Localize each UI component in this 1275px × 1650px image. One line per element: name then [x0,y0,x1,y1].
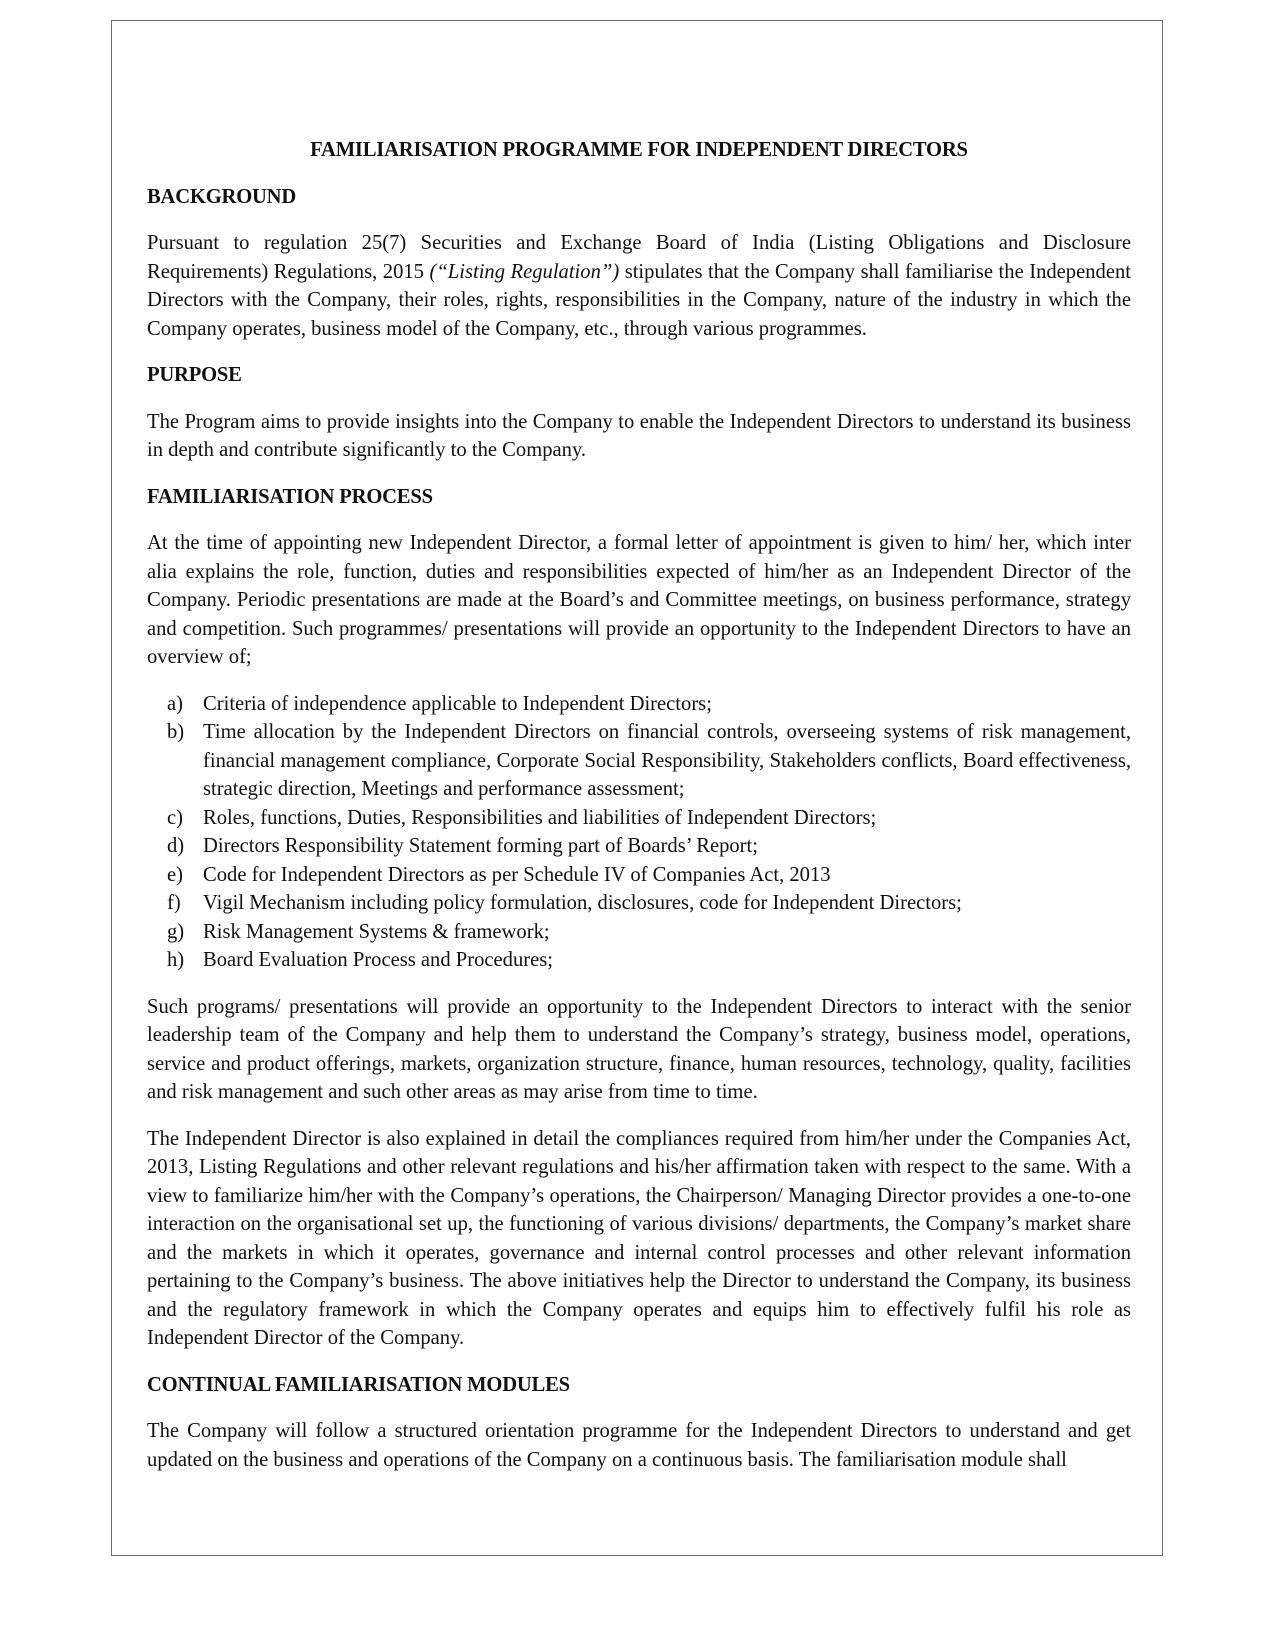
list-item-text: Vigil Mechanism including policy formulation, disclosures, code for Independent Directors; [203,892,962,914]
list-item [147,918,1131,947]
heading-purpose: PURPOSE [147,364,242,386]
process-intro-paragraph: At the time of appointing new Independent Director, a formal letter of appointment is given to him/ her, which inter alia explains the role, function, duties and responsibilities expected of him/her as an Independent Director of the Company. Periodic presentations are made at the Board’s and Committee meetings, on business performance, strategy and competition. Such programmes/ presentations will provide an opportunity to the Independent Directors to have an overview of; [147,532,1131,668]
list-item-marker: c) [167,806,183,829]
listing-regulation-term: (“Listing Regulation”) [429,260,620,283]
heading-familiarisation-process: FAMILIARISATION PROCESS [147,485,433,508]
background-text-end: stipulates that the Company shall familiarise the Independent Directors with the Company, their roles, rights, responsibilities in the Company, nature of the industry in which the Company operates, business model of the Company, etc., through various programmes. [147,260,1131,340]
background-text-start: Pursuant to regulation 25(7) Securities and Exchange Board of India (Listing Obligations and Disclosure Requirements) Regulations, 2015 [147,232,1131,283]
list-item-text: Criteria of independence applicable to Independent Directors; [203,692,712,715]
list-item-text: Code for Independent Directors as per Schedule IV of Companies Act, 2013 [203,863,831,886]
list-item [147,861,1131,890]
document-body [147,136,1131,1492]
list-item [147,718,1131,804]
list-item-text: Roles, functions, Duties, Responsibilities and liabilities of Independent Directors; [203,806,877,829]
list-item-marker: g) [167,920,185,943]
background-paragraph [147,229,1131,343]
overview-list [147,690,1131,975]
process-paragraph-2: Such programs/ presentations will provide an opportunity to the Independent Directors to interact with the senior leadership team of the Company and help them to understand the Company’s strategy, business model, operations, service and product offerings, markets, organization structure, finance, human resources, technology, quality, facilities and risk management and such other areas as may arise from time to time. [147,995,1131,1103]
list-item [147,889,1131,918]
list-item-marker: a) [167,692,183,715]
list-item-marker: b) [167,721,185,743]
page-frame [111,20,1163,1556]
list-item-marker: e) [167,863,183,886]
document-title: FAMILIARISATION PROGRAMME FOR INDEPENDENT DIRECTORS [310,139,968,161]
heading-continual-modules: CONTINUAL FAMILIARISATION MODULES [147,1373,570,1396]
list-item-marker: h) [167,949,185,971]
list-item [147,804,1131,833]
list-item-marker: d) [167,835,185,857]
modules-paragraph: The Company will follow a structured orientation programme for the Independent Directors to understand and get updated on the business and operations of the Company on a continuous basis. The familiarisation module shall [147,1420,1131,1471]
list-item [147,832,1131,861]
heading-background: BACKGROUND [147,185,297,208]
list-item-text: Board Evaluation Process and Procedures; [203,949,554,971]
purpose-paragraph: The Program aims to provide insights into the Company to enable the Independent Directors to understand its business in depth and contribute significantly to the Company. [147,410,1131,461]
list-item-text: Directors Responsibility Statement forming part of Boards’ Report; [203,835,758,857]
list-item-marker: f) [167,892,181,914]
list-item-text: Time allocation by the Independent Directors on financial controls, overseeing systems of risk management, financial management compliance, Corporate Social Responsibility, Stakeholders conflicts, Board effectiveness, strategic direction, Meetings and performance assessment; [203,721,1131,800]
list-item-text: Risk Management Systems & framework; [203,920,550,943]
list-item [147,690,1131,719]
list-item [147,946,1131,975]
process-paragraph-3: The Independent Director is also explained in detail the compliances required from him/her under the Companies Act, 2013, Listing Regulations and other relevant regulations and his/her affirmation taken with respect to the same. With a view to familiarize him/her with the Company’s operations, the Chairperson/ Managing Director provides a one-to-one interaction on the organisational set up, the functioning of various divisions/ departments, the Company’s market share and the markets in which it operates, governance and internal control processes and other relevant information pertaining to the Company’s business. The above initiatives help the Director to understand the Company, its business and the regulatory framework in which the Company operates and equips him to effectively fulfil his role as Independent Director of the Company. [147,1127,1131,1349]
